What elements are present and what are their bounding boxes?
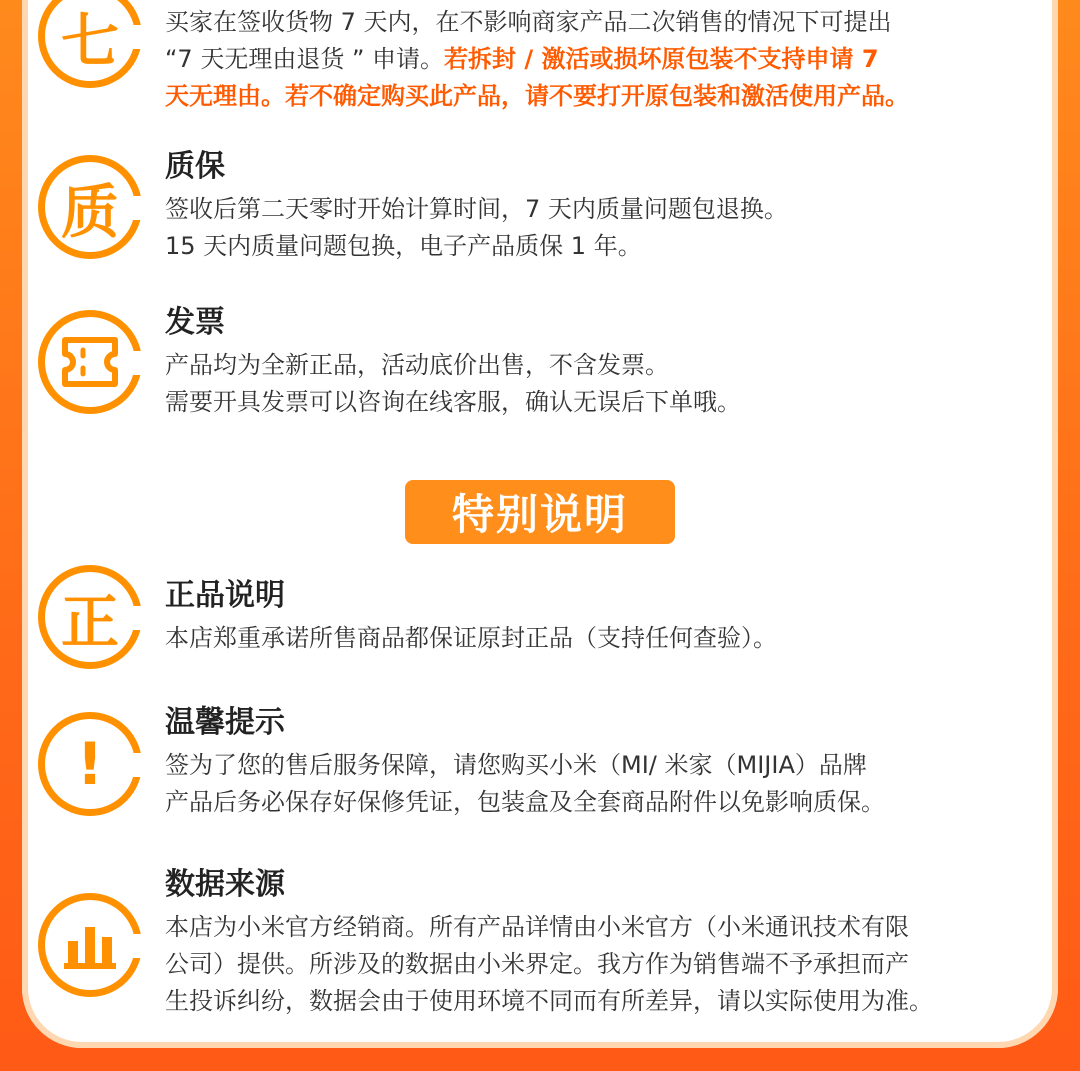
return-line-1: 买家在签收货物 7 天内，在不影响商家产品二次销售的情况下可提出 xyxy=(165,8,892,36)
invoice-line-2: 需要开具发票可以咨询在线客服，确认无误后下单哦。 xyxy=(165,388,741,416)
data-source-line-2: 公司）提供。所涉及的数据由小米界定。我方作为销售端不予承担而产 xyxy=(165,950,909,978)
tips-line-1: 签为了您的售后服务保障，请您购买小米（MI/ 米家（MIJIA）品牌 xyxy=(165,751,867,779)
warranty-title: 质保 xyxy=(165,149,225,184)
warranty-line-2: 15 天内质量问题包换，电子产品质保 1 年。 xyxy=(165,232,642,260)
authenticity-line-1: 本店郑重承诺所售商品都保证原封正品（支持任何查验）。 xyxy=(165,624,777,652)
warranty-line-1: 签收后第二天零时开始计算时间，7 天内质量问题包退换。 xyxy=(165,195,788,223)
bar-chart-icon xyxy=(38,893,142,997)
exclamation-icon: ! xyxy=(38,712,142,816)
return-line-2-plain: “7 天无理由退货 ” 申请。 xyxy=(165,45,445,73)
data-source-title: 数据来源 xyxy=(165,867,285,902)
data-source-line-3: 生投诉纠纷，数据会由于使用环境不同而有所差异，请以实际使用为准。 xyxy=(165,987,933,1015)
authenticity-title: 正品说明 xyxy=(165,578,285,613)
return-line-2-highlight: 若拆封 / 激活或损坏原包装不支持申请 7 xyxy=(444,45,879,73)
ticket-icon xyxy=(38,310,142,414)
tips-line-2: 产品后务必保存好保修凭证，包装盒及全套商品附件以免影响质保。 xyxy=(165,788,885,816)
authentic-icon: 正 xyxy=(38,565,142,669)
invoice-line-1: 产品均为全新正品，活动底价出售，不含发票。 xyxy=(165,351,669,379)
tips-title: 温馨提示 xyxy=(165,705,285,740)
return-line-2 xyxy=(165,41,1045,78)
seven-icon: 七 xyxy=(38,0,142,88)
data-source-line-1: 本店为小米官方经销商。所有产品详情由小米官方（小米通讯技术有限 xyxy=(165,913,909,941)
return-line-3-highlight: 天无理由。若不确定购买此产品，请不要打开原包装和激活使用产品。 xyxy=(165,82,909,110)
warranty-icon: 质 xyxy=(38,155,142,259)
invoice-title: 发票 xyxy=(165,305,225,340)
special-notice-banner: 特别说明 xyxy=(405,480,675,544)
